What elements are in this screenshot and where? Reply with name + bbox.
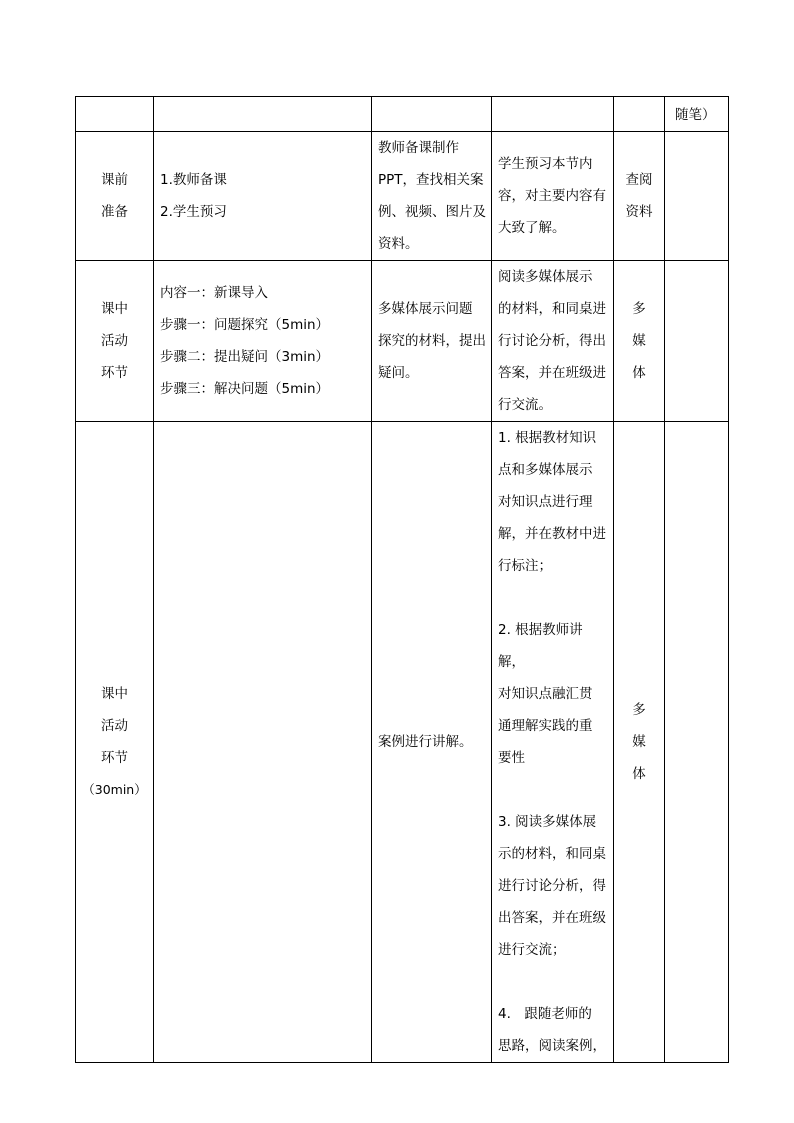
pre-class-note xyxy=(665,132,729,261)
lesson-plan-table xyxy=(75,96,729,1063)
student-line: 对知识点融汇贯 xyxy=(498,686,593,702)
student-line: 行讨论分析，得出 xyxy=(498,333,606,349)
student-line: 4. 跟随老师的 xyxy=(498,1006,592,1022)
header-cell-teacher xyxy=(372,97,492,132)
means-line: 多 xyxy=(632,702,646,718)
content-line: 步骤三：解决问题（5min） xyxy=(160,381,330,397)
header-cell-student xyxy=(492,97,614,132)
in-class-1-content xyxy=(154,261,372,422)
stage-line: 准备 xyxy=(101,204,128,220)
student-line: 要性 xyxy=(498,750,525,766)
means-line: 媒 xyxy=(632,333,646,349)
header-cell-means xyxy=(614,97,665,132)
pre-class-stage xyxy=(76,132,154,261)
stage-line: 活动 xyxy=(101,718,128,734)
student-line: 大致了解。 xyxy=(498,220,566,236)
student-line: 出答案，并在班级 xyxy=(498,910,606,926)
teacher-line: 案例进行讲解。 xyxy=(378,734,473,750)
content-line: 步骤一：问题探究（5min） xyxy=(160,317,330,333)
stage-line: 课前 xyxy=(101,172,128,188)
content-line: 1.教师备课 xyxy=(160,172,227,188)
paragraph-gap xyxy=(498,774,609,806)
teacher-line: PPT，查找相关案 xyxy=(378,172,484,188)
student-line: 示的材料，和同桌 xyxy=(498,846,606,862)
pre-class-row xyxy=(76,132,729,261)
in-class-2-content xyxy=(154,422,372,1063)
in-class-1-means xyxy=(614,261,665,422)
teacher-line: 探究的材料，提出 xyxy=(378,333,486,349)
teacher-line: 疑问。 xyxy=(378,365,419,381)
in-class-row-2 xyxy=(76,422,729,1063)
in-class-1-teacher-activity xyxy=(372,261,492,422)
in-class-2-stage xyxy=(76,422,154,1063)
header-row xyxy=(76,97,729,132)
student-line: 对知识点进行理 xyxy=(498,494,593,510)
paragraph-gap xyxy=(498,582,609,614)
means-line: 多 xyxy=(632,301,646,317)
student-line: 学生预习本节内 xyxy=(498,156,593,172)
means-line: 查阅 xyxy=(625,172,653,188)
pre-class-means xyxy=(614,132,665,261)
in-class-2-note xyxy=(665,422,729,1063)
stage-line: 环节 xyxy=(101,365,128,381)
pre-class-student-activity xyxy=(492,132,614,261)
student-line: 2. 根据教师讲解， xyxy=(498,622,583,670)
student-line: 容，对主要内容有 xyxy=(498,188,606,204)
stage-line: 课中 xyxy=(101,686,128,702)
pre-class-teacher-activity xyxy=(372,132,492,261)
student-line: 1. 根据教材知识 xyxy=(498,430,597,446)
means-line: 媒 xyxy=(632,734,646,750)
student-line: 阅读多媒体展示 xyxy=(498,269,593,285)
student-line: 的材料，和同桌进 xyxy=(498,301,606,317)
means-line: 体 xyxy=(632,365,646,381)
student-line: 点和多媒体展示 xyxy=(498,462,593,478)
student-line: 通理解实践的重 xyxy=(498,718,593,734)
student-line: 进行讨论分析，得 xyxy=(498,878,606,894)
teacher-line: 资料。 xyxy=(378,236,419,252)
stage-line: 活动 xyxy=(101,333,128,349)
student-line: 行标注； xyxy=(498,558,552,574)
stage-line: 课中 xyxy=(101,301,128,317)
teacher-line: 教师备课制作 xyxy=(378,140,459,156)
header-cell-stage xyxy=(76,97,154,132)
in-class-1-stage xyxy=(76,261,154,422)
teacher-line: 例、视频、图片及 xyxy=(378,204,486,220)
in-class-2-teacher-activity xyxy=(372,422,492,1063)
means-line: 体 xyxy=(632,766,646,782)
student-line: 答案，并在班级进 xyxy=(498,365,606,381)
content-line: 内容一：新课导入 xyxy=(160,285,268,301)
means-line: 资料 xyxy=(625,204,653,220)
student-line: 思路，阅读案例， xyxy=(498,1038,606,1054)
student-line: 3. 阅读多媒体展 xyxy=(498,814,597,830)
paragraph-gap xyxy=(498,966,609,998)
content-line: 2.学生预习 xyxy=(160,204,227,220)
header-cell-note xyxy=(665,97,729,132)
in-class-1-note xyxy=(665,261,729,422)
stage-line: （30min） xyxy=(82,782,147,797)
pre-class-content xyxy=(154,132,372,261)
in-class-row-1 xyxy=(76,261,729,422)
content-line: 步骤二：提出疑问（3min） xyxy=(160,349,330,365)
note-label: 随笔） xyxy=(675,107,716,123)
in-class-2-student-activity xyxy=(492,422,614,1063)
student-line: 解，并在教材中进 xyxy=(498,526,606,542)
stage-line: 环节 xyxy=(101,750,128,766)
header-cell-content xyxy=(154,97,372,132)
student-line: 进行交流； xyxy=(498,942,566,958)
in-class-2-means xyxy=(614,422,665,1063)
in-class-1-student-activity xyxy=(492,261,614,422)
student-line: 行交流。 xyxy=(498,397,552,413)
teacher-line: 多媒体展示问题 xyxy=(378,301,473,317)
